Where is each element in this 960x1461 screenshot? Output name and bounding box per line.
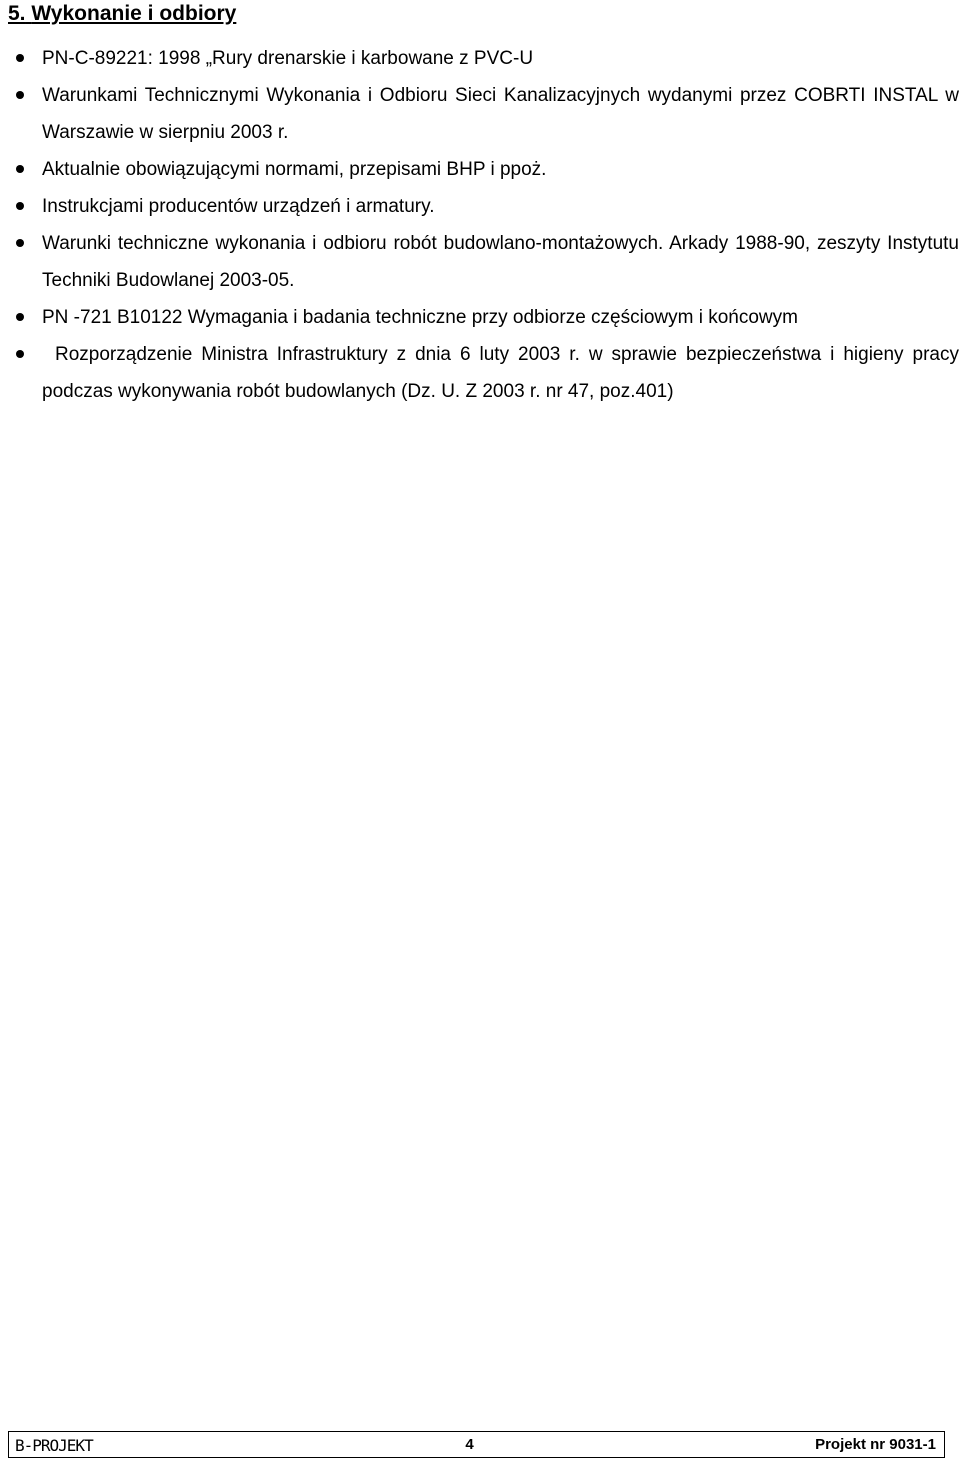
section-title: Wykonanie i odbiory	[31, 2, 237, 25]
requirements-list	[0, 40, 960, 410]
bullet-icon	[16, 54, 24, 62]
list-item	[0, 336, 960, 410]
company-name: B-PROJEKT	[15, 1436, 93, 1455]
list-item	[0, 151, 960, 188]
bullet-icon	[16, 91, 24, 99]
list-item	[0, 299, 960, 336]
project-number: Projekt nr 9031-1	[815, 1436, 936, 1453]
list-item	[0, 77, 960, 151]
list-item-text: Rozporządzenie Ministra Infrastruktury z dnia 6 luty 2003 r. w sprawie bezpieczeństwa i higieny pracy podczas wykonywania robót budowlanych (Dz. U. Z 2003 r. nr 47, poz.401)	[42, 344, 959, 402]
bullet-icon	[16, 239, 24, 247]
bullet-icon	[16, 313, 24, 321]
page-footer	[8, 1431, 945, 1458]
bullet-icon	[16, 350, 24, 358]
list-item-text: Aktualnie obowiązującymi normami, przepisami BHP i ppoż.	[42, 159, 547, 180]
list-item	[0, 40, 960, 77]
section-heading	[8, 0, 236, 28]
page-number: 4	[465, 1436, 474, 1453]
section-number: 5.	[8, 2, 26, 25]
list-item-text: Warunkami Technicznymi Wykonania i Odbioru Sieci Kanalizacyjnych wydanymi przez COBRTI INSTAL w Warszawie w sierpniu 2003 r.	[42, 85, 959, 143]
bullet-icon	[16, 202, 24, 210]
list-item-text: Instrukcjami producentów urządzeń i armatury.	[42, 196, 435, 217]
list-item-text: PN-C-89221: 1998 „Rury drenarskie i karbowane z PVC-U	[42, 48, 534, 69]
list-item	[0, 225, 960, 299]
list-item	[0, 188, 960, 225]
list-item-text: PN -721 B10122 Wymagania i badania techniczne przy odbiorze częściowym i końcowym	[42, 307, 798, 328]
bullet-icon	[16, 165, 24, 173]
list-item-text: Warunki techniczne wykonania i odbioru robót budowlano-montażowych. Arkady 1988-90, zeszyty Instytutu Techniki Budowlanej 2003-05.	[42, 233, 959, 291]
